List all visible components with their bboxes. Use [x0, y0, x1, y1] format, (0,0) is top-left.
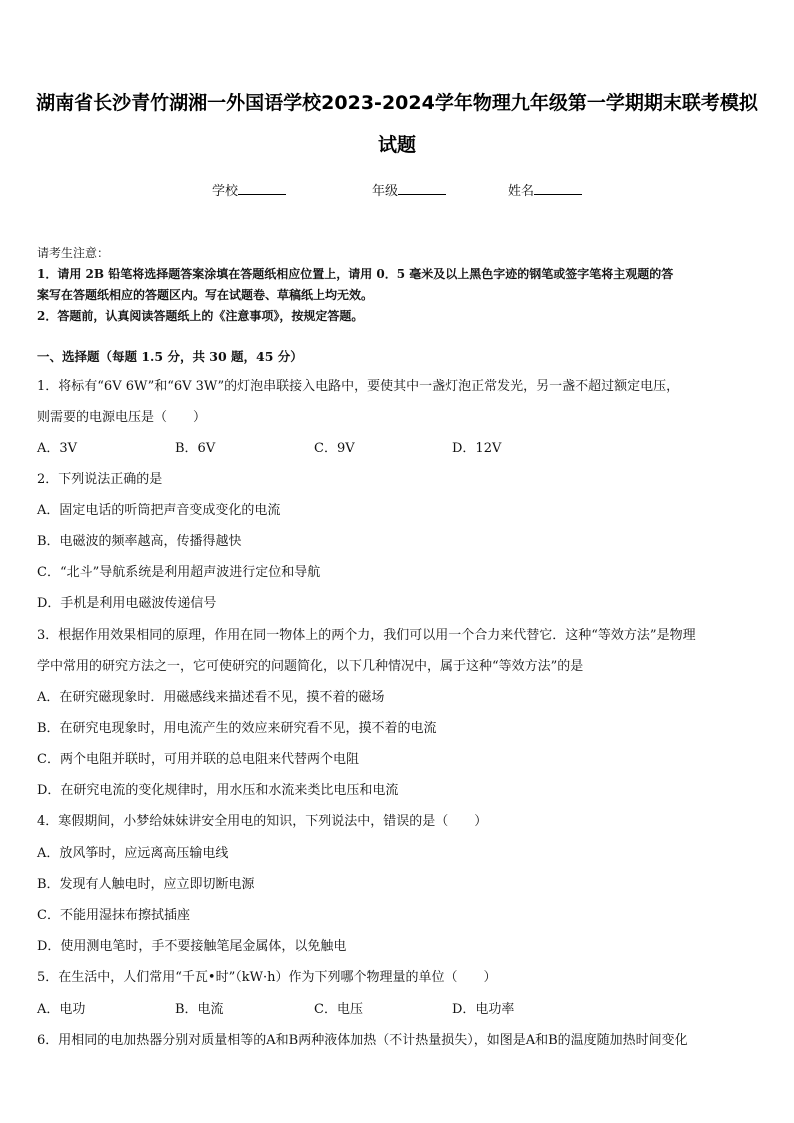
grade-label: 年级: [372, 184, 399, 199]
q5-stem: 5．在生活中，人们常用“千瓦•时”（kW·h）作为下列哪个物理量的单位（ ）: [37, 970, 497, 985]
name-label: 姓名: [508, 184, 535, 199]
exam-title-continued: 试题: [377, 134, 416, 156]
notice-block: [37, 243, 762, 327]
notice-heading: 请考生注意：: [37, 246, 110, 260]
school-field: [212, 180, 286, 199]
q4-option-c: C．不能用湿抹布擦拭插座: [37, 908, 190, 923]
q4-option-d: D．使用测电笔时，手不要接触笔尾金属体，以免触电: [37, 939, 347, 954]
grade-field: [372, 180, 446, 199]
q2-option-a: A．固定电话的听筒把声音变成变化的电流: [37, 503, 281, 518]
q3-stem: 3．根据作用效果相同的原理，作用在同一物体上的两个力，我们可以用一个合力来代替它．这种“等效方法”是物理: [37, 628, 696, 643]
q1-option-a: A．3V: [37, 441, 78, 456]
q1-stem-cont: 则需要的电源电压是（ ）: [37, 410, 207, 425]
q2-option-c: C．“北斗”导航系统是利用超声波进行定位和导航: [37, 565, 321, 580]
notice-item-1b: 案写在答题纸相应的答题区内。写在试题卷、草稿纸上均无效。: [37, 288, 374, 302]
notice-item-2: 2．答题前，认真阅读答题纸上的《注意事项》，按规定答题。: [37, 309, 364, 323]
exam-title: 湖南省长沙青竹湖湘一外国语学校2023-2024学年物理九年级第一学期期末联考模拟: [36, 92, 758, 114]
section-heading: 一、选择题（每题 1.5 分，共 30 题，45 分）: [37, 349, 303, 364]
name-field: [508, 180, 582, 199]
school-label: 学校: [212, 184, 239, 199]
q6-stem: 6．用相同的电加热器分别对质量相等的A和B两种液体加热（不计热量损失），如图是A和B的温度随加热时间变化: [37, 1033, 688, 1048]
q5-option-b: B．电流: [175, 1002, 224, 1017]
q1-stem: 1．将标有“6V 6W”和“6V 3W”的灯泡串联接入电路中，要使其中一盏灯泡正常发光，另一盏不超过额定电压，: [37, 379, 680, 394]
q3-stem-cont: 学中常用的研究方法之一，它可使研究的问题简化，以下几种情况中，属于这种“等效方法”的是: [37, 659, 584, 674]
q2-option-d: D．手机是利用电磁波传递信号: [37, 596, 217, 611]
q1-option-d: D．12V: [452, 441, 502, 456]
q2-stem: 2．下列说法正确的是: [37, 472, 163, 487]
q3-option-a: A．在研究磁现象时．用磁感线来描述看不见，摸不着的磁场: [37, 690, 385, 705]
q1-option-b: B．6V: [175, 441, 216, 456]
q3-option-c: C．两个电阻并联时，可用并联的总电阻来代替两个电阻: [37, 752, 359, 767]
name-blank: [534, 182, 582, 195]
q1-option-c: C．9V: [314, 441, 355, 456]
grade-blank: [398, 182, 446, 195]
notice-item-1a: 1．请用 2B 铅笔将选择题答案涂填在答题纸相应位置上，请用 0．5 毫米及以上黑色字迹的钢笔或签字笔将主观题的答: [37, 267, 674, 281]
q5-option-c: C．电压: [314, 1002, 363, 1017]
q3-option-d: D．在研究电流的变化规律时，用水压和水流来类比电压和电流: [37, 783, 399, 798]
q5-option-a: A．电功: [37, 1002, 86, 1017]
q3-option-b: B．在研究电现象时，用电流产生的效应来研究看不见，摸不着的电流: [37, 721, 437, 736]
q4-stem: 4．寒假期间，小梦给妹妹讲安全用电的知识，下列说法中，错误的是（ ）: [37, 814, 488, 829]
school-blank: [238, 182, 286, 195]
q4-option-a: A．放风筝时，应远离高压输电线: [37, 846, 229, 861]
q2-option-b: B．电磁波的频率越高，传播得越快: [37, 534, 242, 549]
q5-option-d: D．电功率: [452, 1002, 515, 1017]
q4-option-b: B．发现有人触电时，应立即切断电源: [37, 877, 255, 892]
